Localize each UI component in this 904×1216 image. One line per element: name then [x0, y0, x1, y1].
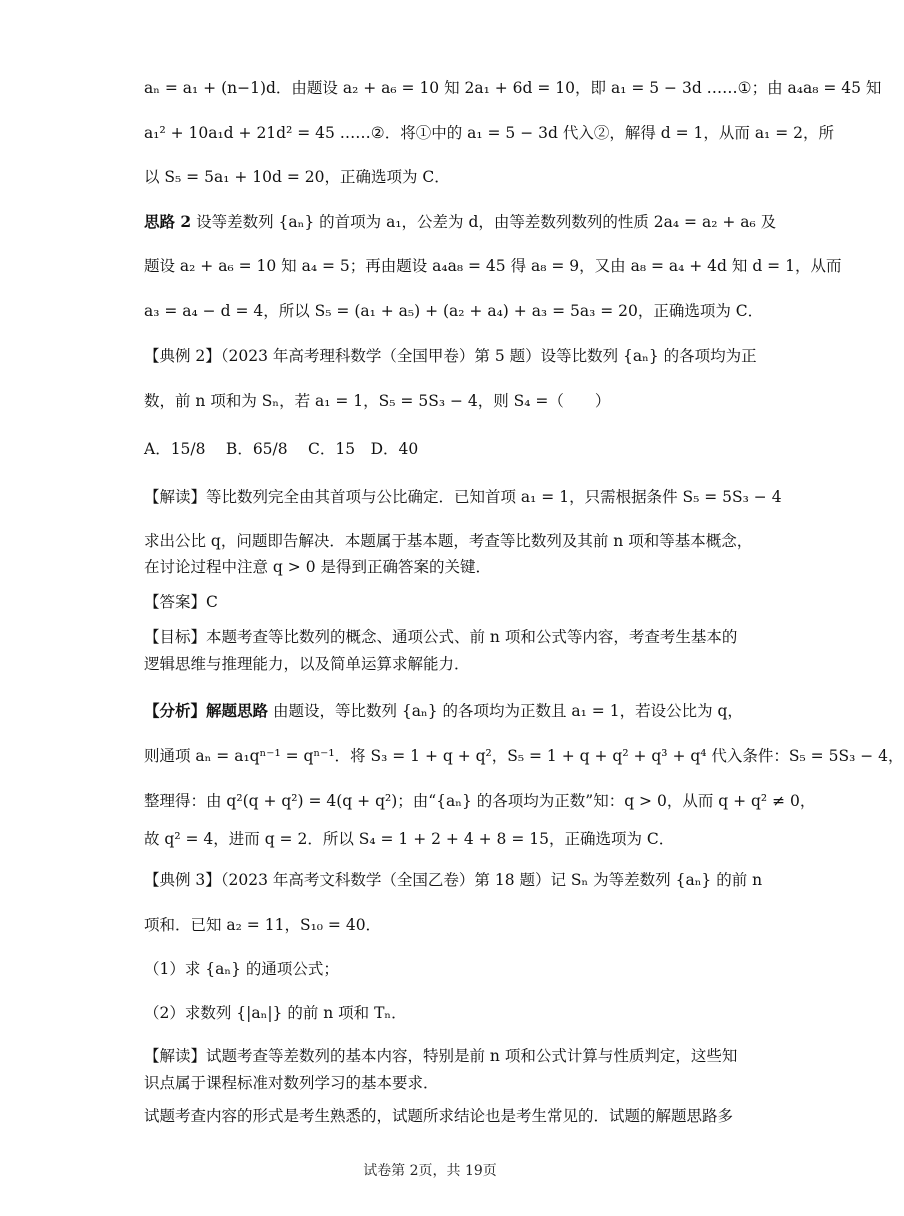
example-2-title: 【典例 2】（2023 年高考理科数学（全国甲卷）第 5 题）设等比数列 {aₙ} 的各项均为正 — [144, 347, 757, 365]
interpretation-3-line-3: 试题考查内容的形式是考生熟悉的，试题所求结论也是考生常见的．试题的解题思路多 — [144, 1107, 734, 1125]
analysis-label: 【分析】解题思路 — [144, 701, 269, 720]
interpretation-3-line-2: 识点属于课程标准对数列学习的基本要求． — [144, 1074, 439, 1092]
analysis-text: 由题设，等比数列 {aₙ} 的各项均为正数且 a₁ = 1，若设公比为 q， — [272, 702, 743, 720]
approach-2-line-1 — [144, 211, 777, 233]
interpretation-line-3: 在讨论过程中注意 q > 0 是得到正确答案的关键． — [144, 558, 491, 576]
example-3-given: 项和．已知 a₂ = 11，S₁₀ = 40． — [144, 916, 382, 934]
answer-line: 【答案】C — [144, 593, 218, 611]
example-2-options: A．15/8 B．65/8 C．15 D．40 — [144, 440, 419, 458]
example-2-question: 数，前 n 项和为 Sₙ，若 a₁ = 1，S₅ = 5S₃ − 4，则 S₄ =（ ） — [144, 392, 611, 410]
analysis-line-2: 则通项 aₙ = a₁qⁿ⁻¹ = qⁿ⁻¹．将 S₃ = 1 + q + q²，S₅ = 1 + q + q² + q³ + q⁴ 代入条件：S₅ = 5S₃ − 4， — [144, 747, 904, 765]
analysis-line-4: 故 q² = 4，进而 q = 2．所以 S₄ = 1 + 2 + 4 + 8 = 15，正确选项为 C． — [144, 830, 675, 848]
interpretation-3-line-1: 【解读】试题考查等差数列的基本内容，特别是前 n 项和公式计算与性质判定，这些知 — [144, 1047, 738, 1065]
solution-line-1: aₙ = a₁ + (n−1)d．由题设 a₂ + a₆ = 10 知 2a₁ + 6d = 10，即 a₁ = 5 − 3d ……①；由 a₄a₈ = 45 知 — [144, 79, 882, 97]
analysis-line-1 — [144, 700, 743, 722]
solution-line-2: a₁² + 10a₁d + 21d² = 45 ……②．将①中的 a₁ = 5 − 3d 代入②，解得 d = 1，从而 a₁ = 2，所 — [144, 124, 834, 142]
goal-line-1: 【目标】本题考查等比数列的概念、通项公式、前 n 项和公式等内容，考查考生基本的 — [144, 628, 738, 646]
solution-line-3: 以 S₅ = 5a₁ + 10d = 20，正确选项为 C． — [144, 168, 450, 186]
example-3-part-2: （2）求数列 {|aₙ|} 的前 n 项和 Tₙ． — [144, 1004, 407, 1022]
approach-2-label: 思路 2 — [144, 212, 192, 231]
approach-2-line-2: 题设 a₂ + a₆ = 10 知 a₄ = 5；再由题设 a₄a₈ = 45 得 a₈ = 9，又由 a₈ = a₄ + 4d 知 d = 1，从而 — [144, 257, 842, 275]
approach-2-line-3: a₃ = a₄ − d = 4，所以 S₅ = (a₁ + a₅) + (a₂ + a₄) + a₃ = 5a₃ = 20，正确选项为 C． — [144, 302, 764, 320]
interpretation-line-2: 求出公比 q，问题即告解决．本题属于基本题，考查等比数列及其前 n 项和等基本概念， — [144, 532, 753, 550]
goal-line-2: 逻辑思维与推理能力，以及简单运算求解能力． — [144, 655, 470, 673]
example-3-title: 【典例 3】（2023 年高考文科数学（全国乙卷）第 18 题）记 Sₙ 为等差数列 {aₙ} 的前 n — [144, 871, 763, 889]
analysis-line-3: 整理得：由 q²(q + q²) = 4(q + q²)；由“{aₙ} 的各项均为正数”知：q > 0，从而 q + q² ≠ 0， — [144, 792, 816, 810]
example-3-part-1: （1）求 {aₙ} 的通项公式； — [144, 960, 339, 978]
interpretation-line-1: 【解读】等比数列完全由其首项与公比确定．已知首项 a₁ = 1，只需根据条件 S₅ = 5S₃ − 4 — [144, 488, 782, 506]
approach-2-text: 设等差数列 {aₙ} 的首项为 a₁，公差为 d，由等差数列数列的性质 2a₄ = a₂ + a₆ 及 — [196, 213, 777, 231]
page-footer: 试卷第 2页，共 19页 — [363, 1163, 497, 1179]
